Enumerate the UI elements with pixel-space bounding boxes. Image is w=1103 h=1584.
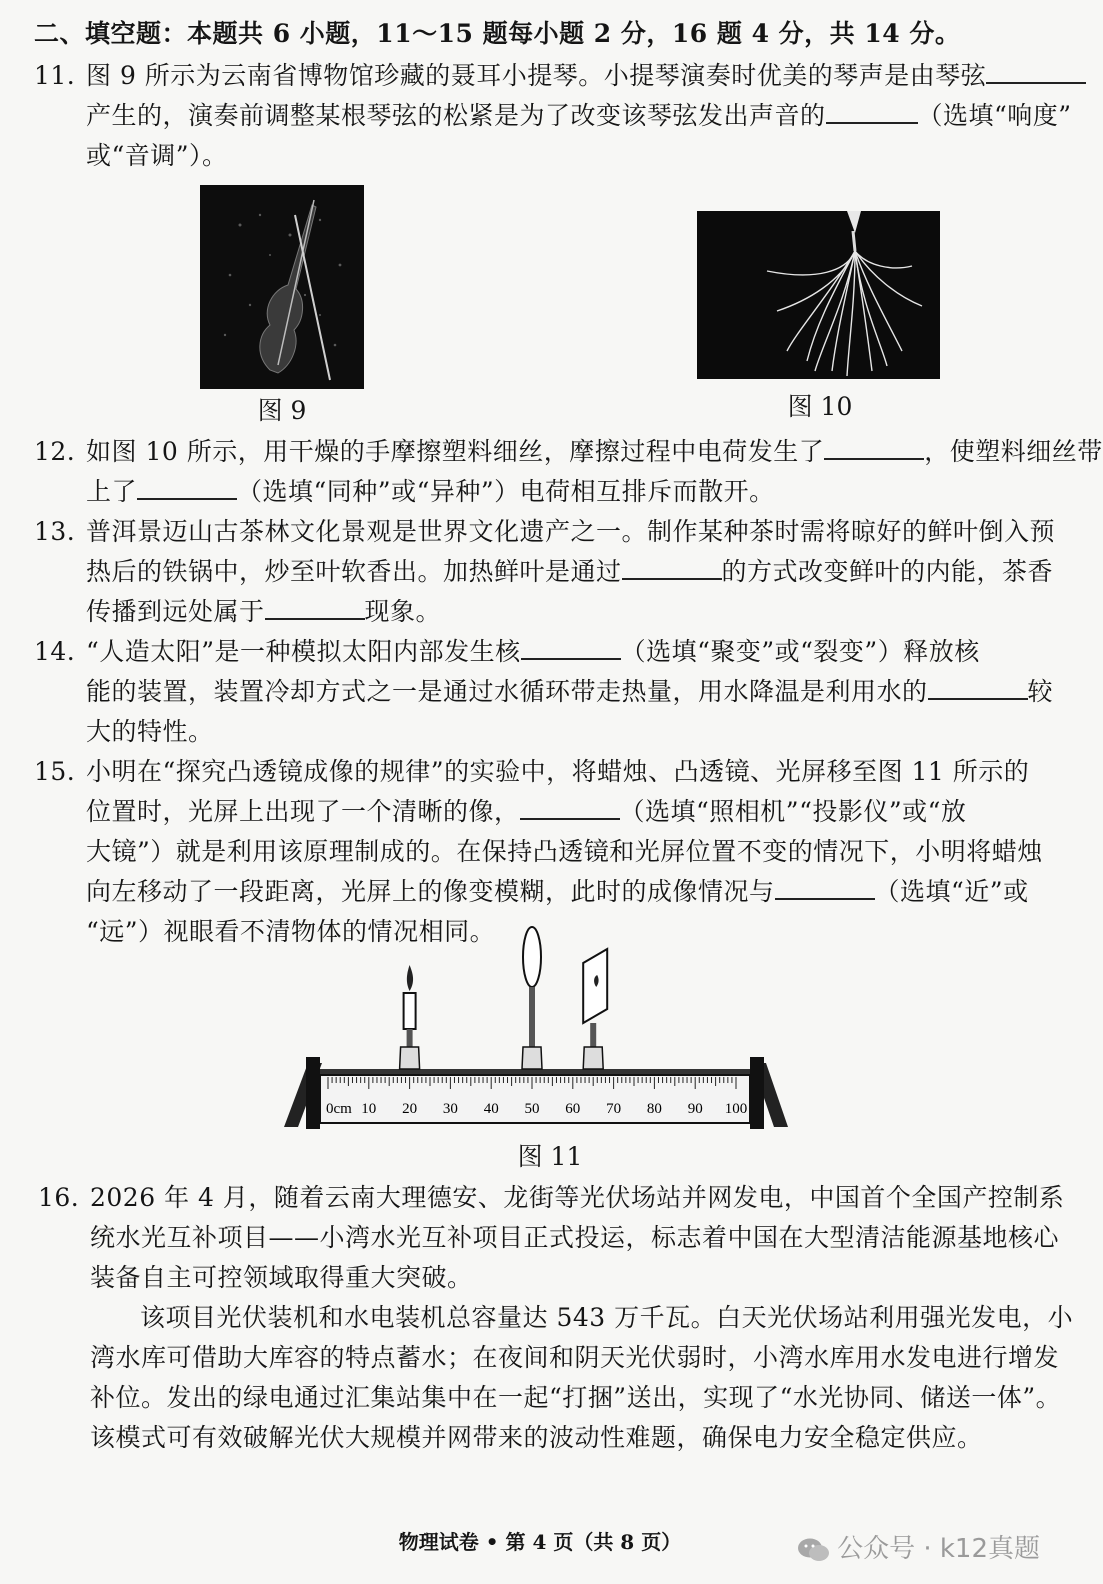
plastic-strands-image bbox=[697, 211, 940, 379]
question-13-line-3: 传播到远处属于 现象。 bbox=[86, 592, 441, 632]
scale-label: 80 bbox=[646, 1101, 662, 1117]
violin-image bbox=[200, 185, 364, 389]
figure-9-violin-photo bbox=[200, 185, 364, 389]
figure-10-plastic-strands-photo bbox=[697, 211, 940, 379]
question-number: 12. bbox=[34, 437, 76, 466]
figure-11-caption: 图 11 bbox=[517, 1142, 583, 1171]
scale-label: 60 bbox=[565, 1101, 581, 1117]
figure-9-caption: 图 9 bbox=[257, 396, 307, 425]
answer-blank[interactable] bbox=[520, 794, 620, 820]
question-15-line-5: “远”）视眼看不清物体的情况相同。 bbox=[86, 917, 496, 946]
question-12-line-2: 上了 （选填“同种”或“异种”）电荷相互排斥而散开。 bbox=[86, 472, 775, 512]
question-11-line-2: 产生的，演奏前调整某根琴弦的松紧是为了改变该琴弦发出声音的 （选填“响度” bbox=[86, 96, 1072, 136]
scale-label: 100 bbox=[724, 1101, 748, 1117]
question-number: 14. bbox=[34, 637, 76, 666]
figure-11-optical-bench bbox=[280, 945, 800, 1135]
question-13-line-2: 热后的铁锅中，炒至叶软香出。加热鲜叶是通过 的方式改变鲜叶的内能，茶香 bbox=[86, 552, 1053, 592]
question-16-paragraph-2-line-1: 该项目光伏装机和水电装机总容量达 543 万千瓦。白天光伏场站利用强光发电，小 bbox=[140, 1303, 1074, 1332]
watermark: 公众号 · k12真题 bbox=[797, 1528, 1040, 1565]
wechat-icon bbox=[797, 1537, 831, 1563]
bench-right-end bbox=[750, 1057, 764, 1129]
question-16-line-1: 16. 2026 年 4 月，随着云南大理德安、龙街等光伏场站并网发电，中国首个全国产控制系 bbox=[38, 1178, 1064, 1218]
question-number: 15. bbox=[34, 757, 76, 786]
answer-blank[interactable] bbox=[622, 554, 722, 580]
answer-blank[interactable] bbox=[826, 98, 918, 124]
scale-label: 30 bbox=[442, 1101, 458, 1117]
question-16-line-3: 装备自主可控领域取得重大突破。 bbox=[90, 1263, 473, 1292]
scale-label: 0cm bbox=[326, 1101, 352, 1117]
convex-lens bbox=[522, 927, 542, 1069]
question-11-line-3: 或“音调”）。 bbox=[86, 141, 228, 170]
question-15-line-3: 大镜”）就是利用该原理制成的。在保持凸透镜和光屏位置不变的情况下，小明将蜡烛 bbox=[86, 837, 1043, 866]
question-number: 11. bbox=[34, 61, 76, 90]
candle bbox=[400, 965, 420, 1069]
scale-label: 50 bbox=[524, 1101, 540, 1117]
question-number: 13. bbox=[34, 517, 76, 546]
question-16-paragraph-2-line-2: 湾水库可借助大库容的特点蓄水；在夜间和阴天光伏弱时，小湾水库用水发电进行增发 bbox=[90, 1343, 1060, 1372]
page-footer: 物理试卷 • 第 4 页（共 8 页） bbox=[398, 1530, 682, 1554]
question-16-paragraph-2-line-3: 补位。发出的绿电通过汇集站集中在一起“打捆”送出，实现了“水光协同、储送一体”。 bbox=[90, 1383, 1062, 1412]
light-screen bbox=[583, 949, 607, 1069]
answer-blank[interactable] bbox=[521, 634, 621, 660]
question-12-line-1: 12. 如图 10 所示，用干燥的手摩擦塑料细丝，摩擦过程中电荷发生了 ，使塑料细丝带 bbox=[34, 432, 1103, 472]
question-16-line-2: 统水光互补项目——小湾水光互补项目正式投运，标志着中国在大型清洁能源基地核心 bbox=[90, 1223, 1060, 1252]
answer-blank[interactable] bbox=[824, 434, 924, 460]
scale-label: 70 bbox=[606, 1101, 622, 1117]
figure-10-caption: 图 10 bbox=[787, 392, 853, 421]
bench-left-end bbox=[306, 1057, 320, 1129]
question-number: 16. bbox=[38, 1183, 80, 1212]
question-15-line-4: 向左移动了一段距离，光屏上的像变模糊，此时的成像情况与 （选填“近”或 bbox=[86, 872, 1029, 912]
section-heading: 二、填空题：本题共 6 小题，11～15 题每小题 2 分，16 题 4 分，共 14 分。 bbox=[34, 19, 961, 48]
answer-blank[interactable] bbox=[775, 874, 875, 900]
scale-label: 40 bbox=[483, 1101, 499, 1117]
scale-label: 20 bbox=[402, 1101, 418, 1117]
scale-label: 90 bbox=[687, 1101, 703, 1117]
question-16-paragraph-2-line-4: 该模式可有效破解光伏大规模并网带来的波动性难题，确保电力安全稳定供应。 bbox=[90, 1423, 983, 1452]
question-15-line-1: 15. 小明在“探究凸透镜成像的规律”的实验中，将蜡烛、凸透镜、光屏移至图 11 所示的 bbox=[34, 752, 1029, 792]
question-11-line-1: 11. 图 9 所示为云南省博物馆珍藏的聂耳小提琴。小提琴演奏时优美的琴声是由琴弦 bbox=[34, 56, 1086, 96]
answer-blank[interactable] bbox=[928, 674, 1028, 700]
question-14-line-1: 14. “人造太阳”是一种模拟太阳内部发生核 （选填“聚变”或“裂变”）释放核 bbox=[34, 632, 980, 672]
question-13-line-1: 13. 普洱景迈山古茶林文化景观是世界文化遗产之一。制作某种茶时需将晾好的鲜叶倒入预 bbox=[34, 512, 1055, 552]
answer-blank[interactable] bbox=[265, 594, 365, 620]
question-14-line-2: 能的装置，装置冷却方式之一是通过水循环带走热量，用水降温是利用水的 较 bbox=[86, 672, 1053, 712]
answer-blank[interactable] bbox=[986, 58, 1086, 84]
scale-label: 10 bbox=[361, 1101, 377, 1117]
question-14-line-3: 大的特性。 bbox=[86, 717, 214, 746]
question-15-line-2: 位置时，光屏上出现了一个清晰的像， （选填“照相机”“投影仪”或“放 bbox=[86, 792, 966, 832]
answer-blank[interactable] bbox=[137, 474, 237, 500]
